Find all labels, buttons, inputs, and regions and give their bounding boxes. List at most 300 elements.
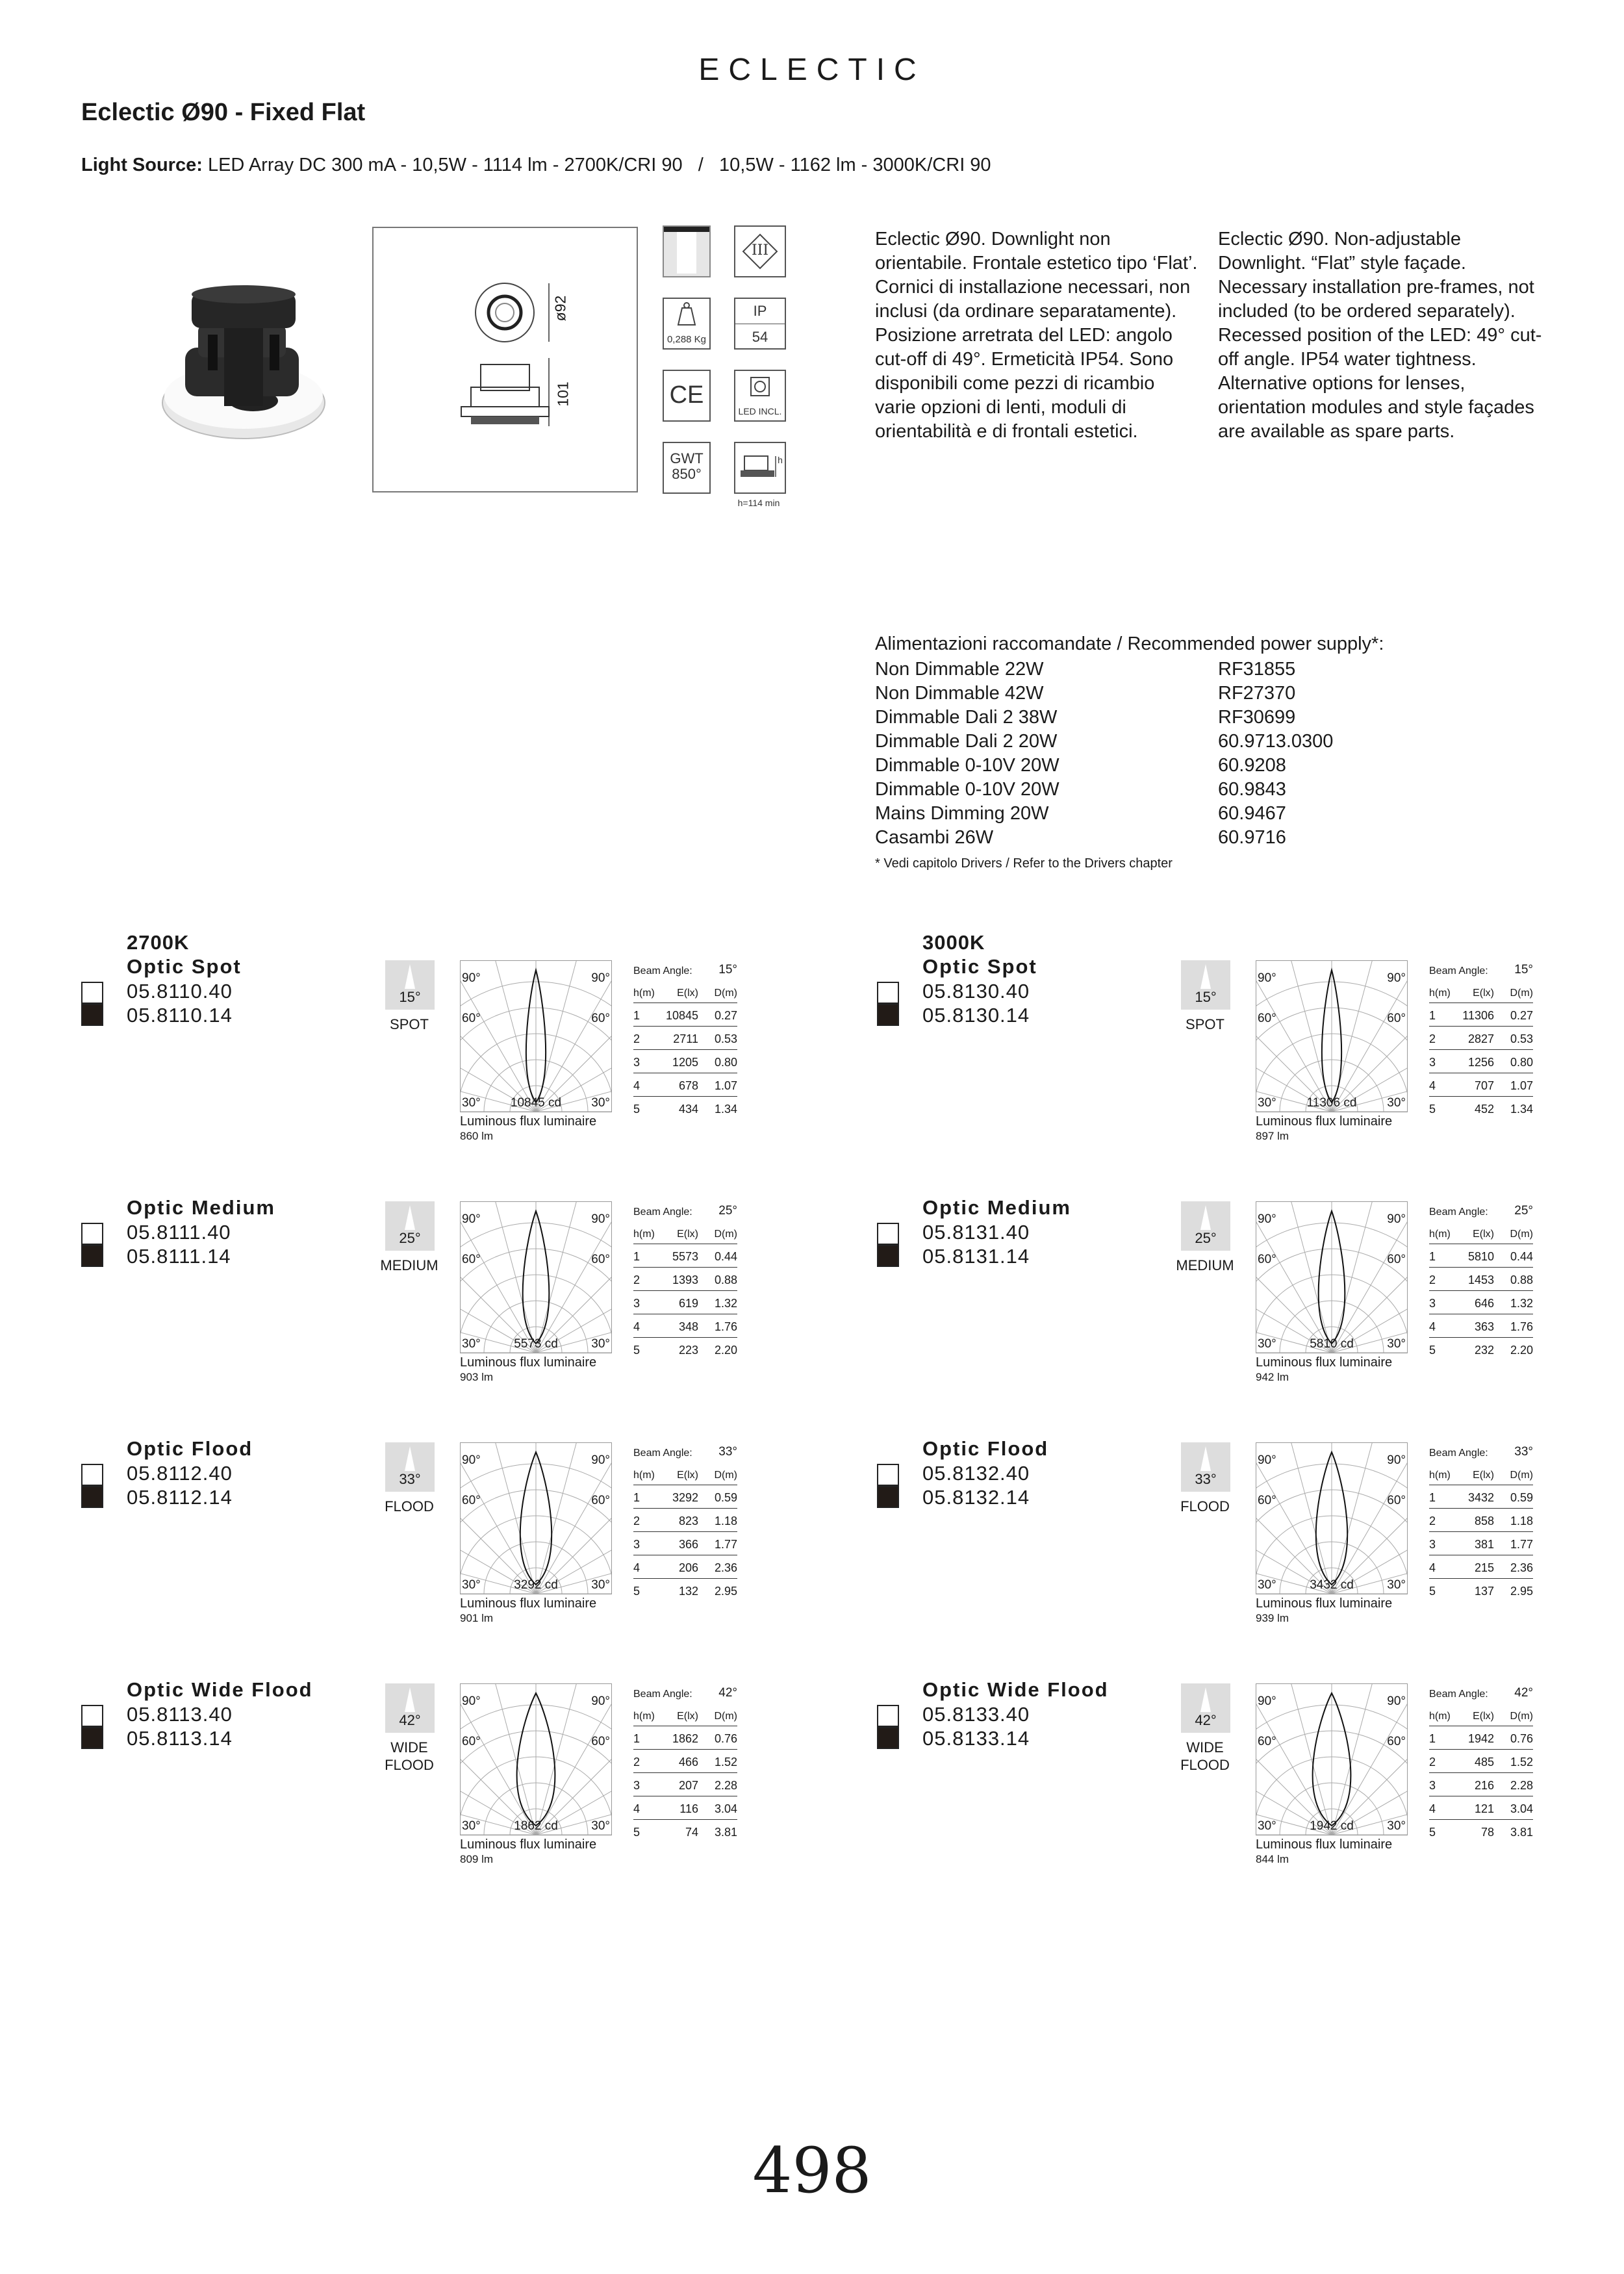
dim-diameter-label: ø92	[552, 295, 569, 322]
distance-value: 2	[1429, 1032, 1436, 1045]
table-header	[1429, 980, 1533, 1003]
distance-value: 5	[633, 1585, 641, 1598]
photometric-row	[633, 1050, 737, 1073]
distance-value: 1	[633, 1009, 641, 1022]
distance-value: 1	[1429, 1009, 1436, 1022]
light-source-value: LED Array DC 300 mA - 10,5W - 1114 lm - 2700K/CRI 90 / 10,5W - 1162 lm - 3000K/CRI 90	[207, 155, 991, 175]
power-supply-row	[875, 754, 1286, 778]
optic-name: Optic Wide Flood	[922, 1678, 1109, 1701]
ip-icon	[734, 298, 786, 350]
power-supply-code: 60.9467	[1218, 803, 1286, 824]
distance-value: 1	[1429, 1250, 1436, 1263]
illuminance-value: 5573	[672, 1250, 698, 1263]
color-temperature: 3000K	[922, 931, 985, 954]
illuminance-value: 858	[1474, 1514, 1494, 1527]
illuminance-value: 1205	[672, 1056, 698, 1069]
angle-label-90: 90°	[591, 971, 610, 985]
angle-label-60: 60°	[462, 1012, 481, 1025]
angle-label-30: 30°	[1387, 1578, 1406, 1592]
max-intensity-label: 11306 cd	[1306, 1096, 1357, 1110]
distance-value: 2	[1429, 1756, 1436, 1769]
illuminance-value: 381	[1474, 1538, 1494, 1551]
angle-label-60: 60°	[1258, 1253, 1276, 1266]
diameter-value: 0.80	[714, 1056, 737, 1069]
angle-label-90: 90°	[1387, 971, 1406, 985]
angle-label-90: 90°	[1258, 1453, 1276, 1467]
optic-block	[877, 1426, 1624, 1641]
photometric-row	[633, 1796, 737, 1820]
table-header	[1429, 1221, 1533, 1244]
code-white: 05.8111.40	[127, 1221, 231, 1244]
description-italian: Eclectic Ø90. Downlight non orientabile. Frontale estetico tipo ‘Flat’. Cornici di installazione necessari, non inclusi (da ordinare separatamente). Posizione arretrata del LED: angolo cut-off di 49°. Ermeticità IP54. Sono disponibili come pezzi di ricambio varie opzioni di lenti, moduli di orientabilità e di frontali estetici.	[875, 229, 1198, 442]
beam-angle-caption: Beam Angle:	[633, 965, 692, 977]
angle-label-60: 60°	[591, 1494, 610, 1507]
power-supply-code: RF27370	[1218, 683, 1296, 704]
angle-label-30: 30°	[1387, 1819, 1406, 1833]
product-photo	[146, 263, 341, 452]
gwt-label: GWT 850°	[670, 450, 704, 482]
distance-value: 4	[1429, 1561, 1436, 1574]
angle-label-30: 30°	[1387, 1096, 1406, 1110]
weight-icon	[663, 298, 711, 350]
angle-label-90: 90°	[1387, 1694, 1406, 1708]
col-h: h(m)	[1429, 1229, 1451, 1240]
black-finish-swatch	[877, 1004, 899, 1026]
luminous-flux-value: 860 lm	[460, 1130, 494, 1142]
photometric-table	[633, 1199, 737, 1361]
angle-label-90: 90°	[462, 1694, 481, 1708]
power-supply-code: 60.9716	[1218, 827, 1286, 848]
illuminance-value: 1393	[672, 1273, 698, 1286]
white-finish-swatch	[877, 1464, 899, 1486]
diameter-value: 2.36	[714, 1561, 737, 1574]
col-e: E(lx)	[677, 988, 698, 999]
diameter-value: 0.80	[1510, 1056, 1533, 1069]
distance-value: 2	[1429, 1273, 1436, 1286]
max-intensity-label: 5810 cd	[1310, 1337, 1354, 1351]
col-e: E(lx)	[677, 1470, 698, 1481]
distance-value: 2	[1429, 1514, 1436, 1527]
max-intensity-label: 1942 cd	[1310, 1819, 1354, 1833]
power-supply-note: * Vedi capitolo Drivers / Refer to the Drivers chapter	[875, 856, 1173, 871]
illuminance-value: 348	[678, 1320, 698, 1333]
table-header	[633, 1221, 737, 1244]
beam-angle-caption: Beam Angle:	[1429, 1207, 1488, 1218]
power-supply-name: Non Dimmable 42W	[875, 683, 1044, 704]
photometric-row	[633, 1532, 737, 1555]
polar-diagram	[460, 1442, 612, 1594]
power-supply-code: 60.9208	[1218, 755, 1286, 776]
illuminance-value: 116	[679, 1802, 698, 1815]
angle-label-30: 30°	[591, 1578, 610, 1592]
beam-angle-value: 42°	[1514, 1686, 1533, 1700]
brand-title: ECLECTIC	[698, 53, 926, 87]
distance-value: 3	[1429, 1538, 1436, 1551]
white-finish-swatch	[877, 982, 899, 1004]
angle-label-60: 60°	[1258, 1735, 1276, 1748]
col-e: E(lx)	[677, 1711, 698, 1722]
page-title: Eclectic Ø90 - Fixed Flat	[81, 99, 366, 126]
beam-type-label: MEDIUM	[380, 1257, 438, 1273]
optic-name: Optic Spot	[127, 955, 242, 978]
photometric-row	[633, 1773, 737, 1796]
beam-angle-value: 15°	[718, 963, 737, 977]
diameter-value: 1.07	[714, 1079, 737, 1092]
col-d: D(m)	[714, 1470, 737, 1481]
table-header	[633, 1704, 737, 1726]
illuminance-value: 707	[1474, 1079, 1494, 1092]
illuminance-value: 2827	[1467, 1032, 1494, 1045]
power-supply-row	[875, 826, 1286, 850]
gwt-icon	[663, 442, 711, 494]
black-finish-swatch	[81, 1004, 103, 1026]
code-black: 05.8110.14	[127, 1004, 233, 1027]
photometric-row	[633, 1555, 737, 1579]
beam-type-label: SPOT	[390, 1016, 429, 1032]
photometric-row	[633, 1485, 737, 1509]
angle-label-60: 60°	[462, 1494, 481, 1507]
polar-diagram	[1256, 1201, 1408, 1353]
power-supply-name: Non Dimmable 22W	[875, 659, 1044, 680]
angle-label-30: 30°	[1258, 1337, 1276, 1351]
black-finish-swatch	[81, 1486, 103, 1508]
photometric-row	[1429, 1097, 1533, 1119]
luminous-flux-value: 844 lm	[1256, 1853, 1289, 1865]
illuminance-value: 1256	[1467, 1056, 1494, 1069]
angle-label-30: 30°	[1258, 1578, 1276, 1592]
beam-type-label: WIDE FLOOD	[1180, 1739, 1230, 1773]
beam-icon	[385, 1683, 435, 1733]
photometric-row	[1429, 1050, 1533, 1073]
optic-name: Optic Medium	[922, 1196, 1071, 1219]
col-d: D(m)	[1510, 988, 1533, 999]
illuminance-value: 11306	[1462, 1009, 1494, 1022]
distance-value: 3	[633, 1538, 641, 1551]
black-finish-swatch	[877, 1727, 899, 1749]
diameter-value: 2.36	[1510, 1561, 1533, 1574]
weight-label: 0,288 Kg	[666, 334, 707, 345]
beam-type-label: SPOT	[1186, 1016, 1224, 1032]
page-number: 498	[752, 2134, 872, 2207]
beam-angle-value: 33°	[718, 1445, 737, 1459]
white-finish-swatch	[81, 982, 103, 1004]
luminous-flux	[460, 1355, 596, 1385]
photometric-row	[1429, 1796, 1533, 1820]
angle-label-90: 90°	[462, 1212, 481, 1226]
photometric-row	[1429, 1268, 1533, 1291]
illuminance-value: 619	[678, 1297, 698, 1310]
illuminance-value: 366	[678, 1538, 698, 1551]
photometric-row	[1429, 1027, 1533, 1050]
luminous-flux	[1256, 1355, 1392, 1385]
diameter-value: 1.52	[1510, 1756, 1533, 1769]
beam-angle-caption: Beam Angle:	[633, 1689, 692, 1700]
angle-label-90: 90°	[1387, 1453, 1406, 1467]
illuminance-value: 5810	[1467, 1250, 1494, 1263]
distance-value: 5	[1429, 1103, 1436, 1116]
angle-label-90: 90°	[462, 971, 481, 985]
luminous-flux-label: Luminous flux luminaire	[460, 1837, 597, 1852]
beam-angle-row	[1429, 1199, 1533, 1221]
ce-label: CE	[669, 381, 704, 409]
beam-angle-caption: Beam Angle:	[1429, 965, 1488, 977]
ip-value: 54	[752, 329, 768, 345]
col-d: D(m)	[714, 988, 737, 999]
polar-diagram	[1256, 1442, 1408, 1594]
code-black: 05.8113.14	[127, 1727, 233, 1750]
angle-label-30: 30°	[591, 1337, 610, 1351]
beam-angle-value: 33°	[1514, 1445, 1533, 1459]
light-source-label: Light Source:	[81, 155, 203, 175]
photometric-row	[633, 1244, 737, 1268]
beam-angle-caption: Beam Angle:	[1429, 1448, 1488, 1459]
illuminance-value: 132	[678, 1585, 698, 1598]
diameter-value: 3.04	[714, 1802, 737, 1815]
table-header	[1429, 1704, 1533, 1726]
optic-block	[81, 1426, 828, 1641]
diameter-value: 2.28	[714, 1779, 737, 1792]
code-white: 05.8132.40	[922, 1462, 1030, 1485]
table-header	[633, 1463, 737, 1485]
illuminance-value: 10845	[665, 1009, 698, 1022]
col-h: h(m)	[633, 1711, 655, 1722]
power-supply-heading: Alimentazioni raccomandate / Recommended power supply*:	[875, 633, 1384, 654]
angle-label-60: 60°	[462, 1253, 481, 1266]
code-white: 05.8131.40	[922, 1221, 1030, 1244]
illuminance-value: 223	[678, 1344, 698, 1357]
max-intensity-label: 5573 cd	[514, 1337, 558, 1351]
photometric-row	[633, 1073, 737, 1097]
distance-value: 2	[633, 1514, 641, 1527]
diameter-value: 1.07	[1510, 1079, 1533, 1092]
distance-value: 5	[633, 1103, 641, 1116]
diameter-value: 1.34	[1510, 1103, 1533, 1116]
led-included-icon	[734, 370, 786, 422]
dim-height-label: 101	[554, 381, 572, 407]
beam-icon	[1181, 1683, 1230, 1733]
distance-value: 5	[1429, 1826, 1436, 1839]
photometric-row	[1429, 1820, 1533, 1843]
diameter-value: 2.95	[1510, 1585, 1533, 1598]
photometric-row	[1429, 1726, 1533, 1750]
illuminance-value: 1453	[1467, 1273, 1494, 1286]
illuminance-value: 1942	[1467, 1732, 1494, 1745]
photometric-row	[1429, 1291, 1533, 1314]
black-finish-swatch	[81, 1727, 103, 1749]
col-h: h(m)	[633, 1229, 655, 1240]
photometric-table	[633, 958, 737, 1119]
photometric-row	[633, 1750, 737, 1773]
beam-icon	[1181, 960, 1230, 1010]
diameter-value: 1.76	[1510, 1320, 1533, 1333]
photometric-row	[1429, 1555, 1533, 1579]
angle-label-30: 30°	[591, 1819, 610, 1833]
angle-label-60: 60°	[1258, 1494, 1276, 1507]
col-d: D(m)	[714, 1229, 737, 1240]
distance-value: 4	[633, 1802, 641, 1815]
distance-value: 5	[633, 1826, 641, 1839]
col-h: h(m)	[1429, 988, 1451, 999]
optic-block	[877, 931, 1624, 1158]
illuminance-value: 78	[1480, 1826, 1494, 1839]
power-supply-name: Casambi 26W	[875, 827, 994, 848]
power-supply-row	[875, 730, 1334, 754]
photometric-row	[633, 1579, 737, 1602]
angle-label-60: 60°	[1387, 1494, 1406, 1507]
code-black: 05.8111.14	[127, 1245, 231, 1268]
white-finish-swatch	[81, 1464, 103, 1486]
beam-icon	[385, 960, 435, 1010]
beam-angle-label: 42°	[1195, 1712, 1217, 1728]
col-h: h(m)	[633, 988, 655, 999]
col-e: E(lx)	[677, 1229, 698, 1240]
col-d: D(m)	[1510, 1470, 1533, 1481]
photometric-table	[1429, 958, 1533, 1119]
distance-value: 2	[633, 1032, 641, 1045]
max-intensity-label: 1862 cd	[514, 1819, 558, 1833]
col-e: E(lx)	[1473, 1470, 1494, 1481]
beam-angle-row	[1429, 1681, 1533, 1704]
illuminance-value: 363	[1474, 1320, 1494, 1333]
diameter-value: 2.20	[1510, 1344, 1533, 1357]
illuminance-value: 121	[1474, 1802, 1494, 1815]
illuminance-value: 3292	[672, 1491, 698, 1504]
photometric-row	[633, 1338, 737, 1361]
diameter-value: 2.95	[714, 1585, 737, 1598]
angle-label-60: 60°	[462, 1735, 481, 1748]
luminous-flux	[1256, 1596, 1392, 1626]
power-supply-code: 60.9713.0300	[1218, 731, 1334, 752]
photometric-row	[633, 1097, 737, 1119]
beam-angle-label: 33°	[399, 1471, 421, 1487]
angle-label-60: 60°	[591, 1735, 610, 1748]
code-white: 05.8112.40	[127, 1462, 233, 1485]
optic-block	[81, 1185, 828, 1399]
power-supply-name: Dimmable Dali 2 38W	[875, 707, 1058, 728]
beam-angle-label: 25°	[399, 1230, 421, 1246]
distance-value: 4	[1429, 1079, 1436, 1092]
distance-value: 3	[633, 1779, 641, 1792]
optic-block	[877, 1185, 1624, 1399]
diameter-value: 2.20	[714, 1344, 737, 1357]
polar-diagram	[460, 960, 612, 1112]
technical-drawing	[372, 227, 638, 492]
angle-label-30: 30°	[591, 1096, 610, 1110]
beam-angle-row	[633, 1440, 737, 1463]
illuminance-value: 137	[1474, 1585, 1494, 1598]
h-label: h	[778, 455, 783, 465]
beam-angle-label: 33°	[1195, 1471, 1217, 1487]
distance-value: 3	[633, 1056, 641, 1069]
photometric-row	[633, 1726, 737, 1750]
photometric-row	[633, 1820, 737, 1843]
white-finish-swatch	[81, 1705, 103, 1727]
diameter-value: 0.88	[714, 1273, 737, 1286]
diameter-value: 1.18	[1510, 1514, 1533, 1527]
angle-label-90: 90°	[1258, 1212, 1276, 1226]
photometric-row	[633, 1268, 737, 1291]
illuminance-value: 232	[1474, 1344, 1494, 1357]
optic-block	[81, 1667, 828, 1882]
angle-label-90: 90°	[1258, 971, 1276, 985]
photometric-row	[633, 1027, 737, 1050]
angle-label-60: 60°	[591, 1253, 610, 1266]
col-h: h(m)	[1429, 1711, 1451, 1722]
illuminance-value: 215	[1474, 1561, 1494, 1574]
distance-value: 3	[1429, 1779, 1436, 1792]
photometric-table	[633, 1440, 737, 1602]
diameter-value: 2.28	[1510, 1779, 1533, 1792]
col-h: h(m)	[633, 1470, 655, 1481]
diameter-value: 1.18	[714, 1514, 737, 1527]
beam-icon	[1181, 1201, 1230, 1251]
photometric-row	[633, 1003, 737, 1027]
distance-value: 4	[633, 1320, 641, 1333]
illuminance-value: 646	[1474, 1297, 1494, 1310]
luminous-flux	[460, 1596, 596, 1626]
luminous-flux-value: 903 lm	[460, 1371, 494, 1383]
angle-label-30: 30°	[1258, 1819, 1276, 1833]
beam-angle-value: 25°	[718, 1204, 737, 1218]
photometric-table	[1429, 1681, 1533, 1843]
diameter-value: 0.76	[1510, 1732, 1533, 1745]
beam-type-label: WIDE FLOOD	[385, 1739, 434, 1773]
col-e: E(lx)	[1473, 1711, 1494, 1722]
photometric-table	[1429, 1440, 1533, 1602]
optic-block	[877, 1667, 1624, 1882]
polar-diagram	[1256, 1683, 1408, 1835]
luminous-flux	[460, 1114, 596, 1143]
col-d: D(m)	[714, 1711, 737, 1722]
distance-value: 1	[633, 1732, 641, 1745]
col-e: E(lx)	[1473, 988, 1494, 999]
illuminance-value: 678	[678, 1079, 698, 1092]
distance-value: 3	[633, 1297, 641, 1310]
distance-value: 3	[1429, 1056, 1436, 1069]
photometric-row	[1429, 1750, 1533, 1773]
beam-angle-row	[633, 1199, 737, 1221]
power-supply-name: Dimmable 0-10V 20W	[875, 755, 1059, 776]
power-supply-code: RF30699	[1218, 707, 1296, 728]
code-black: 05.8112.14	[127, 1486, 233, 1509]
polar-diagram	[460, 1201, 612, 1353]
angle-label-90: 90°	[462, 1453, 481, 1467]
optic-name: Optic Medium	[127, 1196, 275, 1219]
beam-angle-row	[633, 1681, 737, 1704]
illuminance-value: 3432	[1467, 1491, 1494, 1504]
illuminance-value: 452	[1474, 1103, 1494, 1116]
power-supply-name: Dimmable Dali 2 20W	[875, 731, 1058, 752]
photometric-row	[1429, 1314, 1533, 1338]
power-supply-row	[875, 706, 1296, 730]
illuminance-value: 74	[685, 1826, 698, 1839]
diameter-value: 3.81	[1510, 1826, 1533, 1839]
beam-angle-row	[1429, 958, 1533, 980]
angle-label-30: 30°	[1258, 1096, 1276, 1110]
black-finish-swatch	[81, 1245, 103, 1267]
angle-label-30: 30°	[1387, 1337, 1406, 1351]
code-black: 05.8133.14	[922, 1727, 1030, 1750]
beam-angle-value: 15°	[1514, 963, 1533, 977]
diameter-value: 0.27	[714, 1009, 737, 1022]
led-incl-label: LED INCL.	[738, 406, 782, 416]
diameter-value: 1.32	[1510, 1297, 1533, 1310]
ce-icon	[663, 370, 711, 422]
max-intensity-label: 10845 cd	[510, 1096, 562, 1110]
table-header	[633, 980, 737, 1003]
illuminance-value: 216	[1474, 1779, 1494, 1792]
diameter-value: 0.53	[1510, 1032, 1533, 1045]
